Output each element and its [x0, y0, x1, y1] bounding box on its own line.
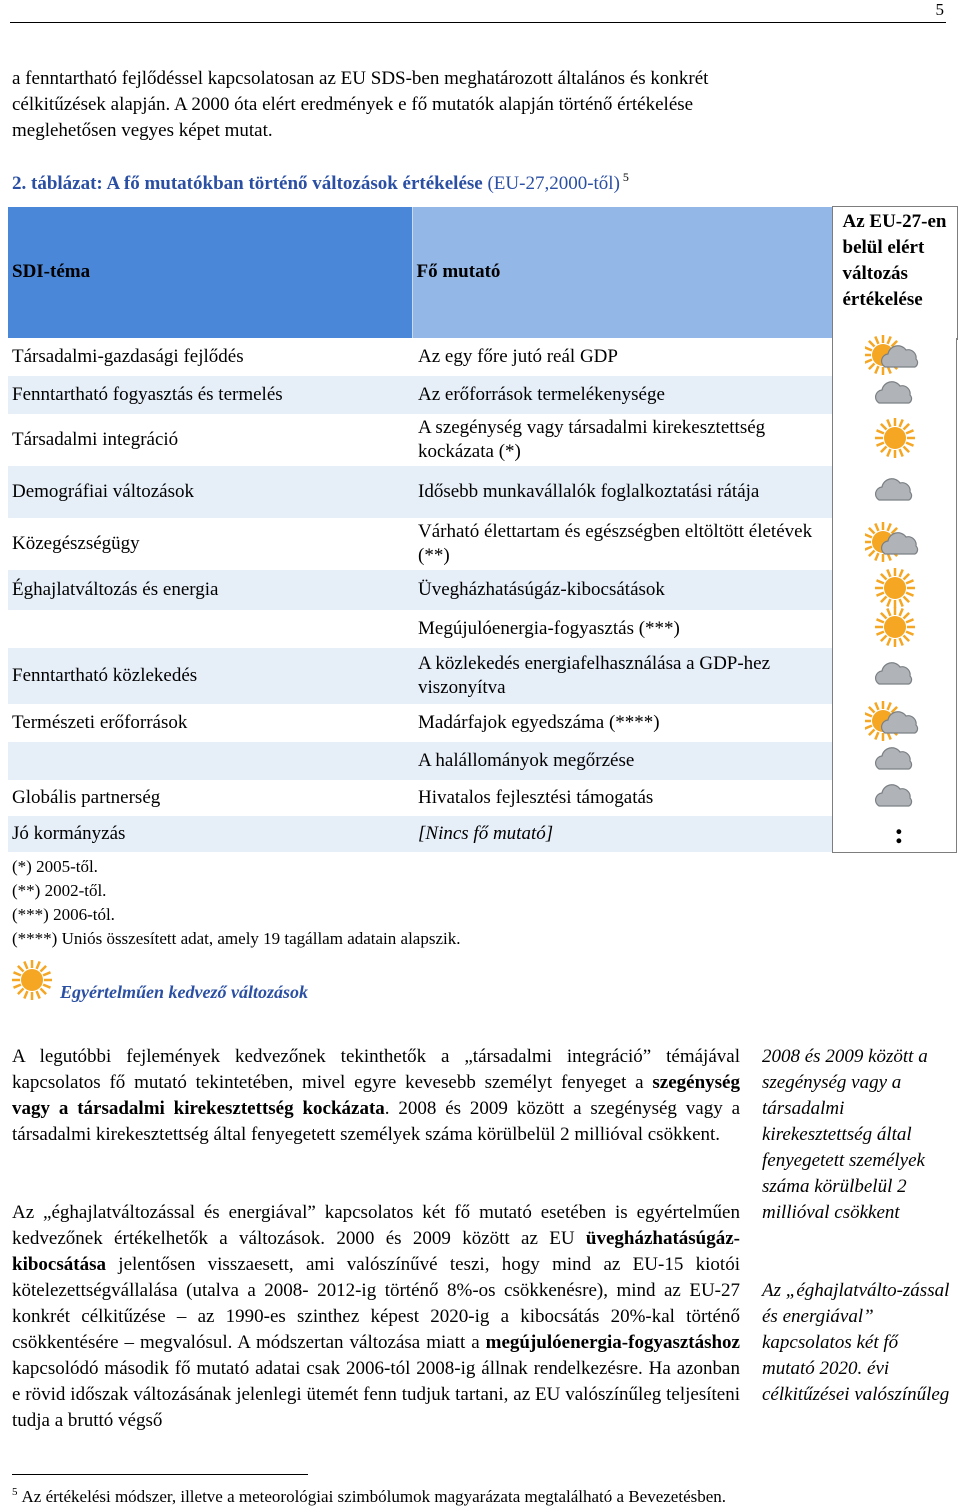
indicator-cell: Üvegházhatásúgáz-kibocsátások [412, 570, 832, 610]
evaluation-cell [832, 414, 957, 466]
theme-cell [8, 610, 412, 648]
theme-cell: Fenntartható fogyasztás és termelés [8, 376, 412, 414]
table-row [8, 742, 957, 780]
note-line: (****) Uniós összesített adat, amely 19 tagállam adatain alapszik. [12, 929, 461, 948]
page-number: 5 [935, 0, 944, 19]
table-caption [12, 170, 629, 195]
theme-cell: Társadalmi-gazdasági fejlődés [8, 338, 412, 376]
sun-cloud-icon [865, 701, 925, 746]
sidenote-1: 2008 és 2009 között a szegénység vagy a társadalmi kirekesztettség által fenyegetett személyek száma körülbelül 2 millióval csökkent [762, 1046, 928, 1223]
evaluation-cell [832, 610, 957, 648]
footnote-rule [12, 1474, 308, 1475]
cloud-icon [871, 656, 919, 697]
intro-line: célkitűzések alapján. A 2000 óta elért eredmények e fő mutatók alapján történő értékelése [12, 94, 694, 115]
theme-cell: Természeti erőforrások [8, 704, 412, 742]
theme-cell: Globális partnerség [8, 780, 412, 816]
table-row [8, 466, 957, 518]
sun-icon [873, 607, 917, 652]
caption-scope: (EU-27,2000-től) [482, 173, 620, 194]
evaluation-cell [832, 648, 957, 704]
evaluation-cell [832, 704, 957, 742]
cloud-icon [871, 741, 919, 782]
cloud-icon [871, 375, 919, 416]
cloud-icon [871, 778, 919, 819]
evaluation-cell [832, 376, 957, 414]
sun-icon [873, 418, 917, 463]
sidenote-2: Az „éghajlatválto-zással és energiával” kapcsolatos két fő mutató 2020. évi célkitűzései valószínűleg [762, 1280, 950, 1405]
theme-cell: Demográfiai változások [8, 466, 412, 518]
intro-line: a fenntartható fejlődéssel kapcsolatosan az EU SDS-ben meghatározott általános és konkrét [12, 68, 709, 89]
paragraph-text: A legutóbbi fejlemények kedvezőnek tekinthetők a „társadalmi integráció” témájával kapcsolatos fő mutató tekintetében, mivel egyre kevesebb személyt fenyeget a [12, 1046, 740, 1093]
paragraph-text: Az „éghajlatváltozással és energiával” kapcsolatos két fő mutató esetében is egyértelműen kedvezőnek értékelhetők a változások. 2000 és 2009 között az EU [12, 1202, 740, 1249]
theme-cell: Fenntartható közlekedés [8, 648, 412, 704]
paragraph-social-integration [12, 1044, 740, 1148]
header-main-indicator: Fő mutató [412, 207, 832, 339]
footnote [12, 1486, 726, 1507]
indicator-cell: Várható élettartam és egészségben eltöltött életévek (**) [412, 518, 832, 570]
note-line: (*) 2005-től. [12, 857, 98, 876]
indicator-cell: A közlekedés energiafelhasználása a GDP-hez viszonyítva [412, 648, 832, 704]
header-rule [10, 22, 946, 23]
caption-title: 2. táblázat: A fő mutatókban történő változások értékelése [12, 173, 483, 194]
table-header-row [8, 207, 957, 339]
evaluation-cell [832, 338, 957, 376]
sun-icon [10, 958, 54, 1007]
intro-line: meglehetősen vegyes képet mutat. [12, 120, 273, 141]
indicator-cell: Hivatalos fejlesztési támogatás [412, 780, 832, 816]
table-row [8, 610, 957, 648]
indicator-cell: Madárfajok egyedszáma (****) [412, 704, 832, 742]
theme-cell: Társadalmi integráció [8, 414, 412, 466]
paragraph-climate-energy [12, 1200, 740, 1434]
caption-footnote-ref: 5 [622, 170, 629, 184]
indicator-cell: Megújulóenergia-fogyasztás (***) [412, 610, 832, 648]
paragraph-text: jelentősen visszaesett, ami valószínűvé teszi, hogy mind az EU-15 kiotói kötelezettségvállalása (utalva a 2008- 2012-ig történő 8%-os csökkenésre), mind az EU-27 konkrét célkitűzése – az 1990-es szinthez képest 2020-ig a kibocsátás 20%-kal történő csökkentésére – megvalósul. A módszertan változása miatt a [12, 1254, 740, 1353]
indicator-table [8, 206, 958, 340]
table-row [8, 570, 957, 610]
paragraph-bold-term: üvegházhatásúgáz-kibocsátása [12, 1228, 740, 1275]
indicator-cell: A szegénység vagy társadalmi kirekesztettség kockázata (*) [412, 414, 832, 466]
evaluation-cell [832, 570, 957, 610]
evaluation-cell [832, 780, 957, 816]
cloud-icon [871, 472, 919, 513]
paragraph-text: kapcsolódó második fő mutató adatai csak 2006-tól 2008-ig állnak rendelkezésre. Ha azonban e rövid időszak változásának jelenlegi ütemét fenn tudjuk tartani, az EU valószínűleg teljesíteni tudja a bruttó végső [12, 1358, 740, 1431]
paragraph-bold-term: szegénység vagy a társadalmi kirekesztettség kockázata [12, 1072, 740, 1119]
indicator-cell: [Nincs fő mutató] [412, 816, 832, 852]
indicator-cell: A halállományok megőrzése [412, 742, 832, 780]
table-notes [12, 855, 460, 951]
intro-paragraph [12, 66, 852, 144]
table-row [8, 414, 957, 466]
header-evaluation: Az EU-27-en belül elért változás értékelése [832, 207, 957, 340]
paragraph-text: . 2008 és 2009 között a szegénység vagy a társadalmi kirekesztettség által fenyegetett személyek száma körülbelül 2 millióval csökkent. [12, 1098, 741, 1145]
theme-cell [8, 742, 412, 780]
not-available-mark: : [894, 817, 904, 850]
theme-cell: Éghajlatváltozás és energia [8, 570, 412, 610]
evaluation-cell [832, 518, 957, 570]
note-line: (***) 2006-tól. [12, 905, 115, 924]
header-sdi-theme: SDI-téma [8, 207, 412, 339]
note-line: (**) 2002-től. [12, 881, 107, 900]
indicator-cell: Idősebb munkavállalók foglalkoztatási rátája [412, 466, 832, 518]
indicator-cell: Az egy főre jutó reál GDP [412, 338, 832, 376]
table-row [8, 376, 957, 414]
table-row [8, 518, 957, 570]
theme-cell: Jó kormányzás [8, 816, 412, 852]
evaluation-cell [832, 816, 957, 853]
footnote-number: 5 [12, 1486, 18, 1498]
table-row [8, 816, 957, 852]
table-row [8, 648, 957, 704]
legend-label: Egyértelműen kedvező változások [60, 982, 308, 1002]
paragraph-bold-term: megújulóenergia-fogyasztáshoz [485, 1332, 740, 1353]
evaluation-cell [832, 742, 957, 780]
table-row [8, 780, 957, 816]
table-row [8, 704, 957, 742]
theme-cell: Közegészségügy [8, 518, 412, 570]
sun-cloud-icon [865, 522, 925, 567]
indicator-cell: Az erőforrások termelékenysége [412, 376, 832, 414]
footnote-text: Az értékelési módszer, illetve a meteorológiai szimbólumok magyarázata megtalálható a Bevezetésben. [21, 1487, 727, 1506]
sun-cloud-icon [865, 335, 925, 380]
table-row [8, 338, 957, 376]
evaluation-cell [832, 466, 957, 518]
